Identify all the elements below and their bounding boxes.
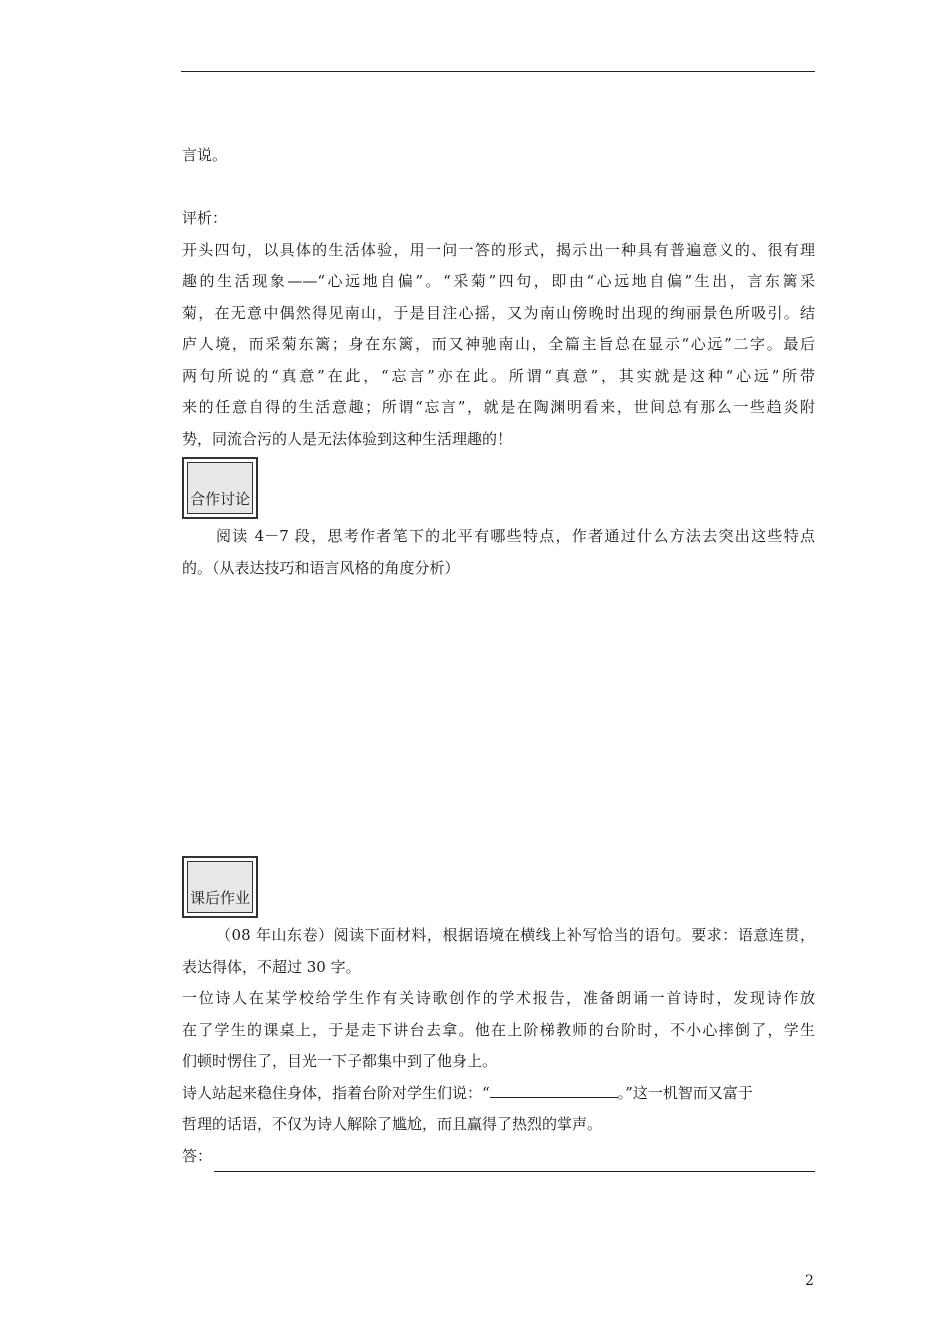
homework-material: 一位诗人在某学校给学生作有关诗歌创作的学术报告，准备朗诵一首诗时，发现诗作放 — [182, 989, 815, 1007]
homework-title-box — [182, 856, 258, 918]
answer-label: 答： — [182, 1146, 213, 1165]
fill-blank[interactable] — [490, 1079, 618, 1098]
analysis-line: 趣的生活现象——“心远地自偏”。“采菊”四句，即由“心远地自偏”生出，言东篱采 — [182, 272, 815, 290]
discussion-title-box — [182, 457, 258, 519]
homework-question: （08 年山东卷）阅读下面材料，根据语境在横线上补写恰当的语句。要求：语意连贯， — [216, 926, 815, 944]
sentence-prefix: 诗人站起来稳住身体，指着台阶对学生们说：“ — [182, 1083, 490, 1102]
analysis-label: 评析： — [182, 209, 228, 227]
analysis-line: 开头四句，以具体的生活体验，用一问一答的形式，揭示出一种具有普遍意义的、很有理 — [182, 240, 815, 259]
discussion-text: 阅读 4－7 段，思考作者笔下的北平有哪些特点，作者通过什么方法去突出这些特点 — [216, 527, 815, 545]
analysis-line: 庐人境，而采菊东篱；身在东篱，而又神驰南山，全篇主旨总在显示“心远”二字。最后 — [182, 335, 815, 353]
spacer — [182, 172, 815, 204]
homework-material: 在了学生的课桌上，于是走下讲台去拿。他在上阶梯教师的台阶时，不小心摔倒了，学生 — [182, 1020, 815, 1039]
analysis-line: 两句所说的“真意”在此，“忘言”亦在此。所谓“真意”，其实就是这种“心远”所带 — [182, 366, 815, 385]
header-rule — [181, 71, 815, 72]
discussion-heading — [182, 457, 815, 521]
page-number: 2 — [805, 1273, 814, 1289]
analysis-line: 势，同流合污的人是无法体验到这种生活理趣的！ — [182, 429, 513, 448]
analysis-line: 菊，在无意中偶然得见南山，于是目注心摇，又为南山傍晚时出现的绚丽景色所吸引。结 — [182, 303, 815, 322]
homework-material: 们顿时愣住了，目光一下子都集中到了他身上。 — [182, 1052, 498, 1070]
discussion-title: 合作讨论 — [187, 462, 253, 514]
analysis-line: 来的任意自得的生活意趣；所谓“忘言”，就是在陶渊明看来，世间总有那么一些趋炎附 — [182, 398, 815, 416]
answer-row — [182, 1141, 815, 1173]
answer-space — [182, 584, 815, 854]
homework-heading — [182, 856, 815, 920]
answer-line[interactable] — [214, 1151, 815, 1172]
homework-title: 课后作业 — [187, 861, 253, 913]
homework-sentence — [182, 1078, 815, 1110]
continuation-text: 言说。 — [182, 146, 228, 164]
sentence-suffix: 。”这一机智而又富于 — [617, 1083, 753, 1102]
homework-sentence: 哲理的话语，不仅为诗人解除了尴尬，而且赢得了热烈的掌声。 — [182, 1115, 603, 1133]
homework-question: 表达得体，不超过 30 字。 — [182, 957, 361, 976]
page-content — [182, 140, 815, 1172]
discussion-text: 的。（从表达技巧和语言风格的角度分析） — [182, 558, 460, 577]
